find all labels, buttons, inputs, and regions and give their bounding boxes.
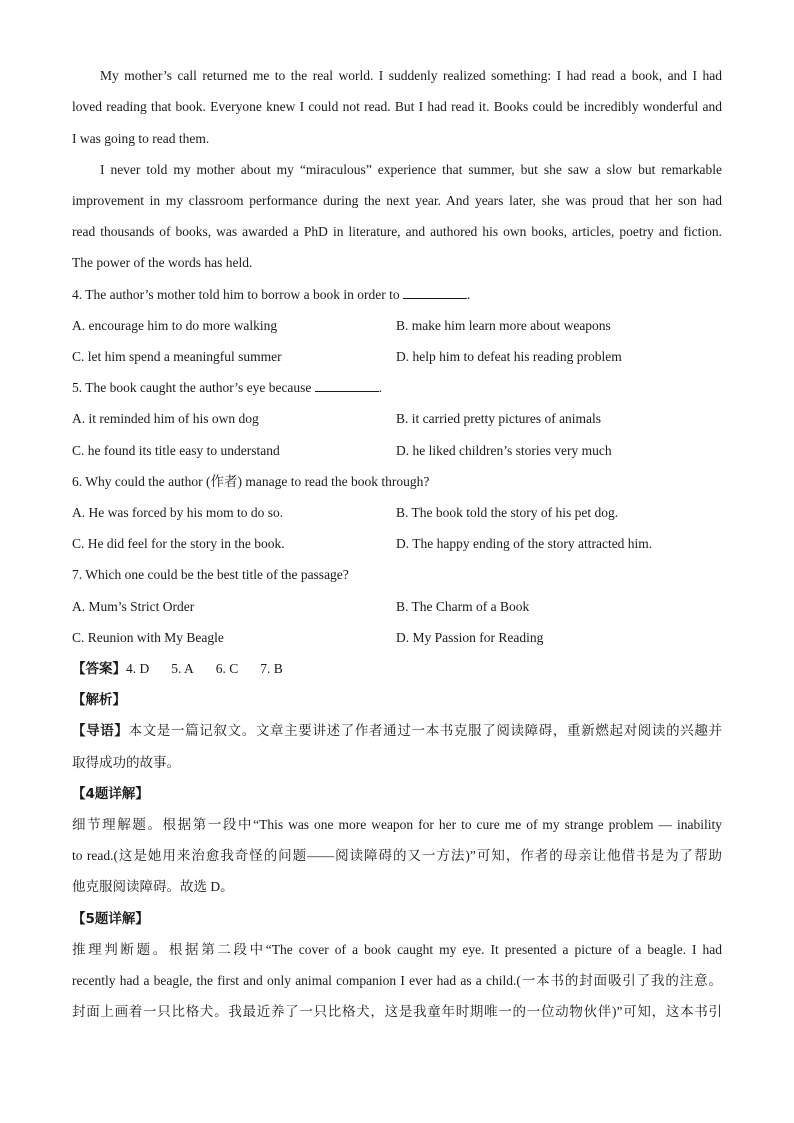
passage-line: I never told my mother about my “miraculous” experience that summer, but she saw a slow but remarkable bbox=[100, 162, 722, 177]
answer-blank bbox=[403, 286, 467, 299]
option-a: A. encourage him to do more walking bbox=[72, 318, 278, 333]
question-6-stem: 6. Why could the author (作者) manage to read the book through? bbox=[72, 474, 430, 489]
q4-detail-label: 【4题详解】 bbox=[72, 786, 149, 802]
option-c: C. Reunion with My Beagle bbox=[72, 630, 224, 645]
passage-line: The power of the words has held. bbox=[72, 255, 253, 270]
question-stem-end: . bbox=[466, 287, 471, 302]
option-c: C. he found its title easy to understand bbox=[72, 443, 280, 458]
intro-label: 【导语】 bbox=[72, 723, 129, 739]
q5-detail-label: 【5题详解】 bbox=[72, 911, 149, 927]
question-4-stem bbox=[72, 286, 470, 304]
q4-detail-line: 细节理解题。根据第一段中“This was one more weapon for her to cure me of my strange problem — inability bbox=[72, 817, 722, 832]
q5-detail-line: recently had a beagle, the first and only animal companion I ever had as a child.(一本书的封面吸引了我的注意。 bbox=[72, 973, 722, 988]
q4-detail-line: 他克服阅读障碍。故选 D。 bbox=[72, 879, 234, 894]
option-b: B. The book told the story of his pet dog. bbox=[396, 505, 619, 520]
intro-text: 本文是一篇记叙文。文章主要讲述了作者通过一本书克服了阅读障碍，重新燃起对阅读的兴趣并 bbox=[128, 723, 722, 739]
question-stem-text: 4. The author’s mother told him to borrow a book in order to bbox=[72, 287, 400, 302]
question-stem-text: 5. The book caught the author’s eye because bbox=[72, 380, 312, 395]
q4-detail-line: to read.(这是她用来治愈我奇怪的问题——阅读障碍的又一方法)”可知，作者的母亲让他借书是为了帮助 bbox=[72, 848, 722, 863]
answer-item: 7. B bbox=[260, 661, 283, 676]
option-d: D. he liked children’s stories very much bbox=[396, 443, 612, 458]
passage-line: loved reading that book. Everyone knew I could not read. But I had read it. Books could be incredibly wonderful and bbox=[72, 99, 722, 114]
passage-line: read thousands of books, was awarded a PhD in literature, and authored his own books, articles, poetry and fiction. bbox=[72, 224, 722, 239]
option-a: A. He was forced by his mom to do so. bbox=[72, 505, 284, 520]
option-c: C. let him spend a meaningful summer bbox=[72, 349, 282, 364]
answer-label: 【答案】 bbox=[72, 661, 126, 677]
option-a: A. Mum’s Strict Order bbox=[72, 599, 195, 614]
answer-item: 6. C bbox=[215, 661, 239, 676]
option-c: C. He did feel for the story in the book. bbox=[72, 536, 285, 551]
answer-key bbox=[72, 660, 305, 678]
option-b: B. make him learn more about weapons bbox=[396, 318, 611, 333]
question-7-stem: 7. Which one could be the best title of the passage? bbox=[72, 567, 349, 582]
question-stem-end: . bbox=[378, 380, 383, 395]
q5-detail-line: 封面上画着一只比格犬。我最近养了一只比格犬，这是我童年时期唯一的一位动物伙伴)”可知，这本书引 bbox=[72, 1004, 722, 1019]
intro-line bbox=[72, 722, 722, 740]
option-b: B. The Charm of a Book bbox=[396, 599, 530, 614]
passage-line: I was going to read them. bbox=[72, 131, 210, 146]
option-d: D. help him to defeat his reading problem bbox=[396, 349, 622, 364]
option-b: B. it carried pretty pictures of animals bbox=[396, 411, 602, 426]
answer-item: 5. A bbox=[171, 661, 194, 676]
passage-line: improvement in my classroom performance during the next year. And years later, she was proud that her son had bbox=[72, 193, 722, 208]
analysis-label: 【解析】 bbox=[72, 692, 126, 708]
option-d: D. The happy ending of the story attracted him. bbox=[396, 536, 653, 551]
intro-line: 取得成功的故事。 bbox=[72, 755, 180, 771]
option-d: D. My Passion for Reading bbox=[396, 630, 544, 645]
q5-detail-line: 推理判断题。根据第二段中“The cover of a book caught my eye. It presented a picture of a beagle. I had bbox=[72, 942, 722, 957]
question-5-stem bbox=[72, 379, 382, 397]
passage-line: My mother’s call returned me to the real world. I suddenly realized something: I had read a book, and I had bbox=[100, 68, 722, 83]
answer-blank bbox=[315, 379, 379, 392]
answer-item: 4. D bbox=[126, 661, 150, 676]
option-a: A. it reminded him of his own dog bbox=[72, 411, 259, 426]
